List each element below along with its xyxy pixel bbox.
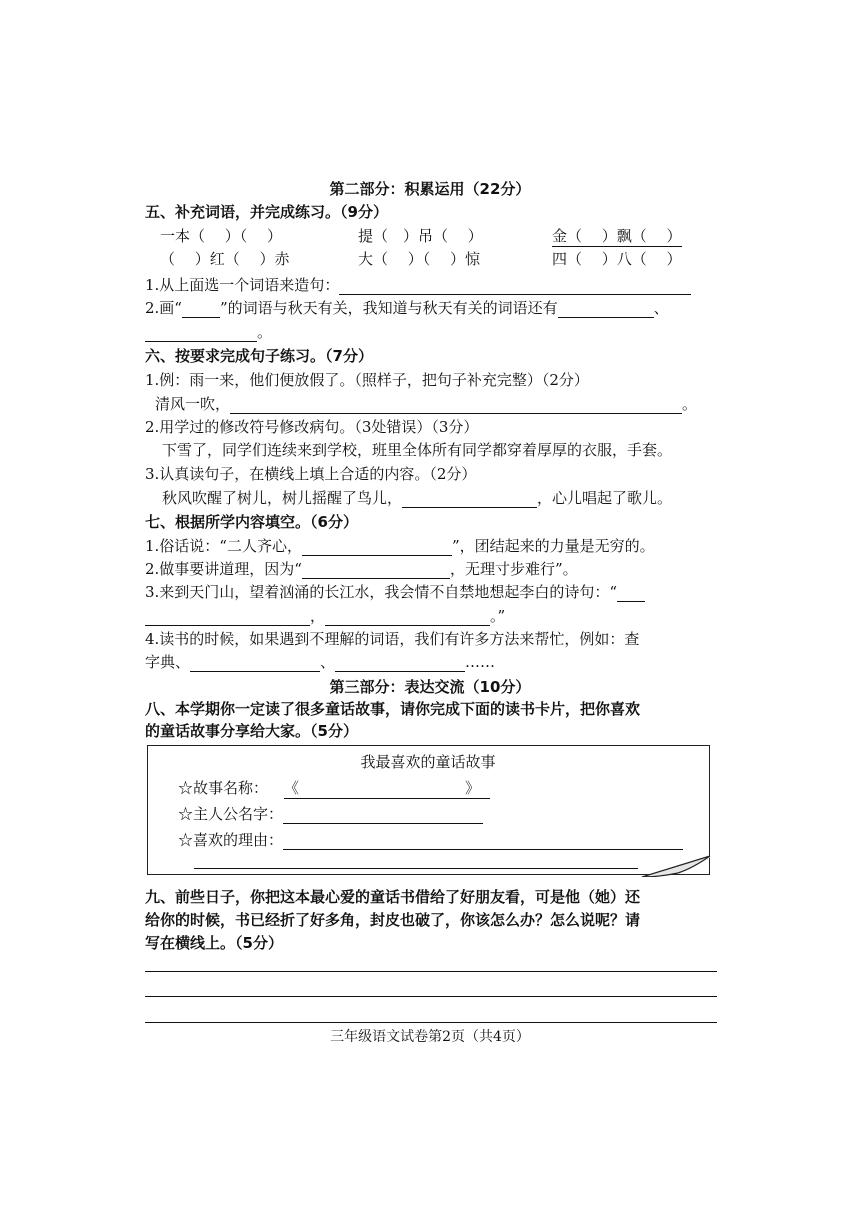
q5-word-6: 四（ ）八（ ） [552,250,682,268]
q6-item3-blank[interactable] [402,491,537,508]
q7-item3-comma: ， [310,607,326,625]
page-curl-icon [640,855,712,877]
q5-item2-sep: 、 [653,299,669,317]
q5-word-5: 大（ ）（ ）惊 [358,250,481,268]
q7-item3-end: 。” [490,607,506,625]
q7-heading: 七、根据所学内容填空。（6分） [145,513,358,531]
q7-item4-end: …… [465,653,496,671]
card-reason-blank-2[interactable] [194,868,638,869]
q7-item4-blank-2[interactable] [335,655,465,672]
card-field-reason [178,830,683,850]
q7-item4-sep: 、 [320,653,336,671]
q5-word-2: 提（ ）吊（ ） [358,227,483,245]
q7-item2-text-b: ，无理寸步难行”。 [449,560,578,578]
q7-item3-blank-1[interactable] [145,609,310,626]
q5-item2-text-a: 2.画“ [145,299,182,317]
q9-answer-line-1[interactable] [145,971,717,972]
q6-item1-blank[interactable] [230,397,682,414]
q7-item4-text-b: 字典、 [145,653,191,671]
card-title: 我最喜欢的童话故事 [360,753,496,771]
q7-item2-blank[interactable] [302,562,450,579]
card-field-hero [178,804,483,824]
card-story-name-blank[interactable] [284,778,490,799]
q5-item1-blank[interactable] [339,278,691,295]
q7-item3-text-a: 3.来到天门山，望着汹涌的长江水，我会情不自禁地想起李白的诗句：“ [145,583,617,601]
q5-item2-blank-2[interactable] [145,325,257,342]
card-field-hero-label: ☆主人公名字： [178,805,284,823]
q7-item3 [145,582,645,602]
card-reason-blank-1[interactable] [283,833,683,850]
q7-item1-text-a: 1.俗话说：“二人齐心， [145,537,302,555]
q8-heading-line1: 八、本学期你一定读了很多童话故事，请你完成下面的读书卡片，把你喜欢 [145,700,641,718]
q7-item4: 4.读书的时候，如果遇到不理解的词语，我们有许多方法来帮忙，例如：查 [145,630,640,648]
q7-item1-text-b: ”，团结起来的力量是无穷的。 [451,537,655,555]
part3-title: 第三部分：表达交流（10分） [329,678,531,696]
q9-line2: 给你的时候，书已经折了好多角，封皮也破了，你该怎么办？怎么说呢？请 [145,911,641,929]
q5-item2-mark-blank[interactable] [182,301,220,318]
q6-item3-text-b: ，心儿唱起了歌儿。 [537,489,673,507]
q6-heading: 六、按要求完成句子练习。（7分） [145,347,373,365]
q6-item1-fill [155,394,697,414]
q7-item3-blank-2[interactable] [325,609,490,626]
q6-item3: 3.认真读句子，在横线上填上合适的内容。（2分） [145,465,477,483]
book-close-mark: 》 [465,779,481,797]
q5-item2-end: 。 [257,323,273,341]
q5-item1 [145,275,691,295]
reading-card [147,745,710,875]
q7-item2-text-a: 2.做事要讲道理，因为“ [145,560,302,578]
q7-item3-blank-0[interactable] [617,585,645,602]
q9-answer-line-3[interactable] [145,1022,717,1023]
q9-answer-line-2[interactable] [145,996,717,997]
q6-item3-fill [162,488,672,508]
q5-item2 [145,298,669,318]
q6-item2-sentence: 下雪了，同学们连续来到学校，班里全体所有同学都穿着厚厚的衣服，手套。 [162,441,673,459]
card-hero-blank[interactable] [283,807,483,824]
q8-heading-line2: 的童话故事分享给大家。（5分） [145,722,358,740]
page-footer: 三年级语文试卷第2页（共4页） [330,1029,530,1045]
q6-item3-text-a: 秋风吹醒了树儿，树儿摇醒了鸟儿， [162,489,403,507]
q5-heading: 五、补充词语，并完成练习。（9分） [145,203,388,221]
q5-item1-text: 1.从上面选一个词语来造句： [145,276,340,294]
q5-word-4: （ ）红（ ）赤 [160,250,290,268]
q9-line1: 九、前些日子，你把这本最心爱的童话书借给了好朋友看，可是他（她）还 [145,888,641,906]
q6-item1-start: 清风一吹， [155,395,231,413]
q7-item3-cont [145,606,505,626]
q7-item4-cont [145,652,495,672]
q5-word-3: 金（ ）飘（ ） [552,227,682,245]
q7-item2 [145,559,578,579]
q5-item2-text-b: ”的词语与秋天有关，我知道与秋天有关的词语还有 [219,299,558,317]
q7-item1-blank[interactable] [302,539,452,556]
card-field-story-name-label: ☆故事名称： [178,779,269,797]
book-open-mark: 《 [284,779,300,797]
q9-line3: 写在横线上。（5分） [145,934,283,952]
card-field-story-name [178,778,490,799]
q7-item1 [145,536,655,556]
q5-item2-cont [145,322,272,342]
card-field-reason-label: ☆喜欢的理由： [178,831,284,849]
q5-item2-blank-1[interactable] [558,301,654,318]
part2-title: 第二部分：积累运用（22分） [329,180,531,198]
q6-item2: 2.用学过的修改符号修改病句。（3处错误）（3分） [145,418,479,436]
q6-item1: 1.例：雨一来，他们便放假了。（照样子，把句子补充完整）（2分） [145,371,589,389]
q7-item4-blank-1[interactable] [190,655,320,672]
q5-word-1: 一本（ ）（ ） [160,227,283,245]
q6-item1-end: 。 [682,395,698,413]
